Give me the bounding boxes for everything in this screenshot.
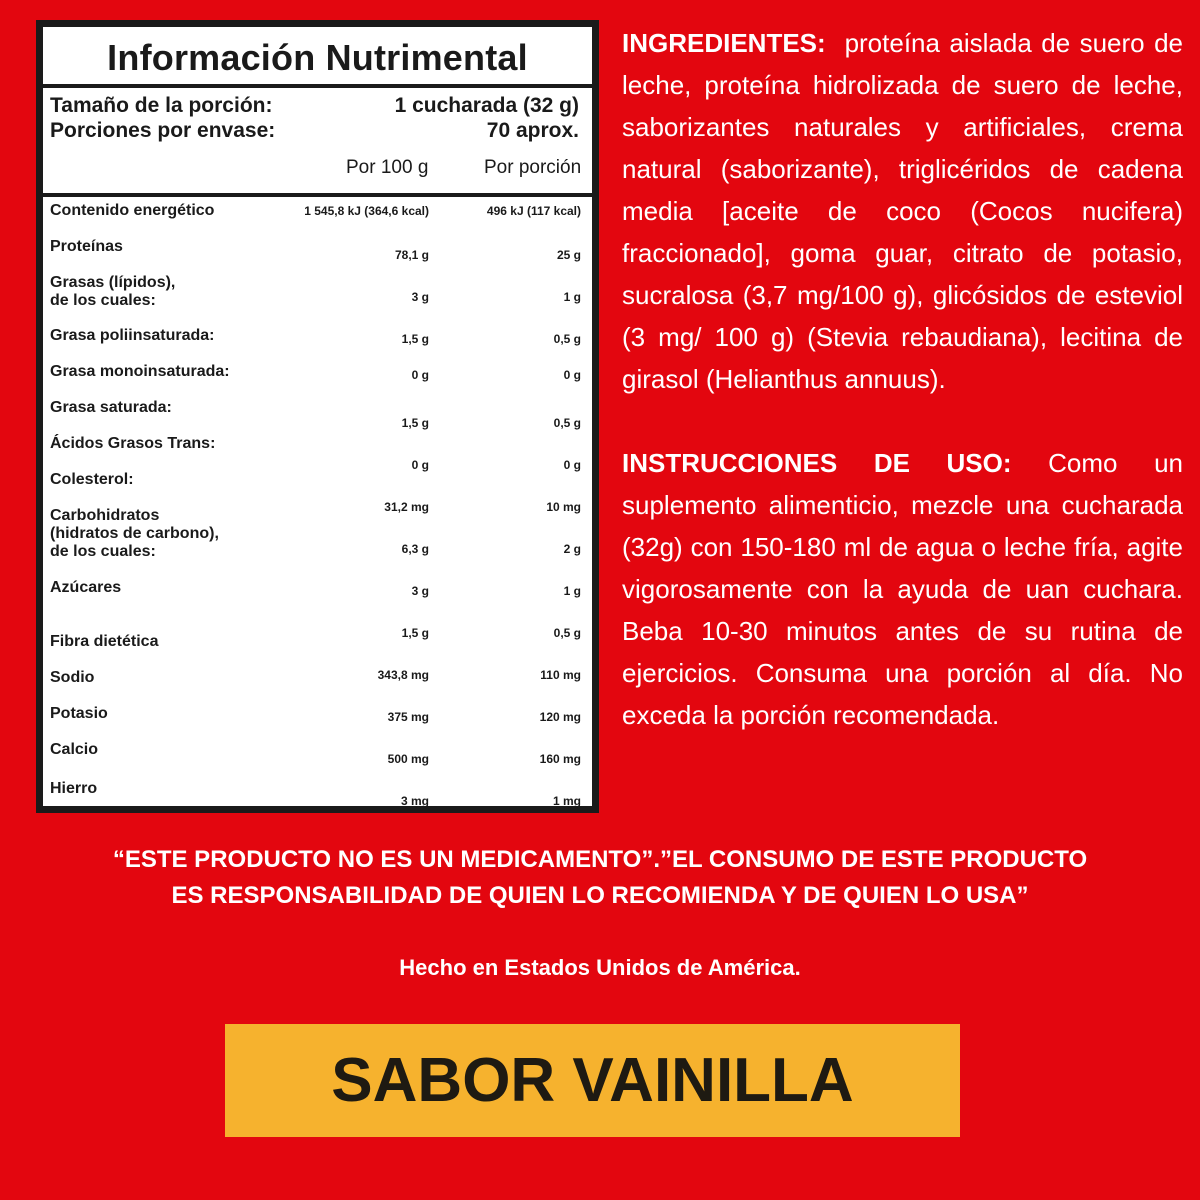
nutrient-label (50, 741, 98, 759)
nutrient-value-per-100g: 6,3 g (401, 542, 429, 556)
nutrient-label-line: (hidratos de carbono), (50, 525, 219, 542)
nutrient-label (50, 363, 230, 381)
ingredients-heading: INGREDIENTES: (622, 28, 826, 58)
nutrient-value-per-100g: 3 g (411, 290, 429, 304)
nutrient-label (50, 507, 219, 561)
nutrient-value-per-100g: 3 mg (400, 794, 429, 808)
nutrient-value-per-100g: 78,1 g (394, 248, 429, 262)
nutrient-value-per-100g: 343,8 mg (377, 668, 429, 682)
serving-size-label: Tamaño de la porción: (50, 94, 273, 117)
nutrition-facts-panel (36, 20, 599, 813)
nutrient-label-line: Sodio (50, 669, 95, 686)
nutrient-label (50, 579, 121, 597)
nutrient-label (50, 471, 134, 489)
nutrient-label (50, 238, 123, 256)
nutrient-label-line: Grasa saturada: (50, 399, 172, 416)
legal-notice-line-1: “ESTE PRODUCTO NO ES UN MEDICAMENTO”.”EL CONSUMO DE ESTE PRODUCTO (112, 846, 1088, 873)
nutrient-label (50, 202, 214, 220)
nutrient-label-line: Grasa monoinsaturada: (50, 363, 230, 380)
nutrient-label-line: Azúcares (50, 579, 122, 596)
nutrient-label (50, 633, 158, 651)
nutrient-value-per-serving: 0,5 g (553, 416, 581, 430)
nutrient-value-per-100g: 3 g (411, 584, 429, 598)
nutrient-label-line: Potasio (50, 705, 108, 722)
nutrient-label (50, 780, 97, 798)
nutrient-value-per-serving: 1 mg (552, 794, 581, 808)
serving-info (43, 88, 592, 197)
nutrient-label-line: Fibra dietética (50, 633, 159, 650)
servings-value: 70 aprox. (486, 119, 579, 142)
instructions-text: Como un suplemento alimenticio, mezcle una cucharada (32g) con 150-180 ml de agua o leche fría, agite vigorosamente con la ayuda de uan cuchara. Beba 10-30 minutos antes de su rutina de ejercicios. Consuma una porción al día. No exceda la porción recomendada. (622, 448, 1183, 730)
servings-label: Porciones por envase: (50, 119, 276, 142)
nutrient-value-per-serving: 160 mg (539, 752, 581, 766)
nutrient-label-line: Grasa poliinsaturada: (50, 327, 215, 344)
nutrient-value-per-100g: 0 g (411, 368, 429, 382)
ingredients-section (622, 22, 1183, 400)
flavor-banner: SABOR VAINILLA (225, 1024, 960, 1137)
instructions-section (622, 442, 1183, 736)
nutrient-label-line: Grasas (lípidos), (50, 274, 176, 291)
nutrient-value-per-serving: 496 kJ (117 kcal) (486, 204, 581, 218)
nutrient-label-line: Hierro (50, 780, 98, 797)
nutrient-label (50, 327, 215, 345)
nutrient-value-per-serving: 0,5 g (553, 626, 581, 640)
nutrient-value-per-serving: 1 g (563, 290, 581, 304)
nutrient-label-line: Carbohidratos (50, 507, 160, 524)
nutrient-value-per-100g: 500 mg (387, 752, 429, 766)
nutrient-label-line: Ácidos Grasos Trans: (50, 435, 216, 452)
nutrient-label-line: Proteínas (50, 238, 123, 255)
nutrient-value-per-100g: 375 mg (387, 710, 429, 724)
nutrient-label (50, 274, 175, 310)
nutrient-value-per-100g: 1,5 g (401, 416, 429, 430)
text-column (622, 22, 1183, 736)
nutrient-label-line: de los cuales: (50, 543, 156, 560)
column-header-per-serving: Por porción (484, 157, 582, 178)
nutrient-label (50, 705, 108, 723)
nutrient-value-per-serving: 110 mg (540, 668, 581, 682)
nutrient-label-line: Colesterol: (50, 471, 134, 488)
nutrient-value-per-serving: 10 mg (546, 500, 581, 514)
nutrient-value-per-serving: 25 g (556, 248, 581, 262)
instructions-heading: INSTRUCCIONES DE USO: (622, 448, 1012, 478)
ingredients-text: proteína aislada de suero de leche, proteína hidrolizada de suero de leche, saborizantes naturales y artificiales, crema natural (saborizante), triglicéridos de cadena media [aceite de coco (Cocos nucifera) fraccionado], goma guar, citrato de potasio, sucralosa (3,7 mg/100 g), glicósidos de esteviol (3 mg/ 100 g) (Stevia rebaudiana), lecitina de girasol (Helianthus annuus). (622, 28, 1183, 394)
nutrient-value-per-100g: 1 545,8 kJ (364,6 kcal) (304, 204, 429, 218)
nutrient-value-per-serving: 1 g (563, 584, 581, 598)
nutrient-label-line: Contenido energético (50, 202, 215, 219)
nutrient-label (50, 399, 172, 417)
nutrient-value-per-serving: 120 mg (539, 710, 581, 724)
legal-notice-line-2: ES RESPONSABILIDAD DE QUIEN LO RECOMIENDA Y DE QUIEN LO USA” (171, 882, 1029, 909)
nutrient-label (50, 669, 94, 687)
serving-size-value: 1 cucharada (32 g) (394, 94, 579, 117)
nutrient-value-per-serving: 0 g (563, 458, 581, 472)
legal-notice (40, 842, 1160, 914)
made-in-text: Hecho en Estados Unidos de América. (399, 955, 801, 980)
nutrient-value-per-100g: 1,5 g (401, 332, 429, 346)
nutrient-label (50, 435, 215, 453)
nutrient-label-line: de los cuales: (50, 292, 156, 309)
nutrient-value-per-100g: 0 g (411, 458, 429, 472)
nutrient-value-per-serving: 0 g (563, 368, 581, 382)
nutrient-value-per-serving: 2 g (563, 542, 581, 556)
column-header-per-100g: Por 100 g (346, 157, 429, 178)
nutrient-value-per-serving: 0,5 g (553, 332, 581, 346)
nutrient-label-line: Calcio (50, 741, 99, 758)
nutrient-value-per-100g: 1,5 g (401, 626, 429, 640)
nutrient-value-per-100g: 31,2 mg (384, 500, 429, 514)
nutrition-title: Información Nutrimental (43, 27, 592, 88)
